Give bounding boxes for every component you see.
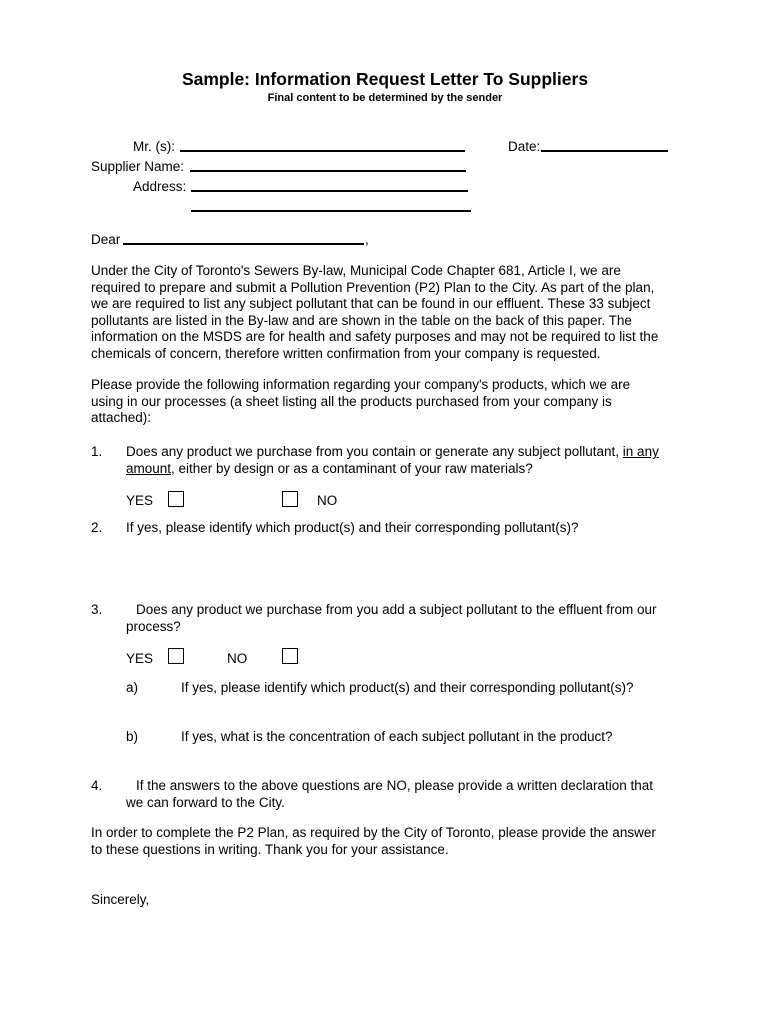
- page-subtitle: Final content to be determined by the sender: [267, 92, 503, 104]
- dear-comma: ,: [365, 232, 369, 247]
- question-3-line-2: process?: [126, 619, 181, 634]
- mr-label: Mr. (s):: [133, 139, 175, 154]
- question-1-line-1: [126, 443, 659, 460]
- intro-paragraph: [91, 263, 691, 362]
- question-3-yes-checkbox[interactable]: [168, 648, 184, 664]
- question-1-emphasis: in any: [622, 444, 659, 459]
- question-3a-label: a): [126, 680, 139, 695]
- closing-line: to these questions in writing. Thank you for your assistance.: [91, 841, 449, 857]
- closing-paragraph: [91, 825, 691, 858]
- intro-line: Under the City of Toronto's Sewers By-law, Municipal Code Chapter 681, Article I, we are: [91, 263, 621, 278]
- question-2-number: 2.: [91, 520, 103, 535]
- question-3-no-label: NO: [227, 651, 248, 666]
- intro-line: chemicals of concern, therefore written confirmation from your company is requested.: [91, 345, 601, 361]
- question-1-yes-label: YES: [126, 493, 154, 508]
- date-field-line[interactable]: [541, 150, 668, 152]
- question-1-line-2: [126, 460, 533, 477]
- request-line: attached):: [91, 410, 152, 425]
- address-field-line-1[interactable]: [191, 190, 468, 192]
- intro-line: we are required to list any subject pollutant that can be found in our effluent. These 33 subject: [91, 296, 651, 311]
- address-field-line-2[interactable]: [191, 210, 471, 212]
- supplier-name-field-line[interactable]: [190, 170, 466, 172]
- intro-line: pollutants are listed in the By-law and are shown in the table on the back of this paper. The: [91, 312, 632, 328]
- question-2-text: If yes, please identify which product(s) and their corresponding pollutant(s)?: [126, 520, 579, 535]
- question-4-line-2: we can forward to the City.: [126, 795, 285, 810]
- question-3-yes-label: YES: [126, 651, 154, 666]
- request-line: using in our processes (a sheet listing all the products purchased from your company is: [91, 393, 612, 409]
- question-1-no-label: NO: [317, 493, 338, 508]
- supplier-name-label: Supplier Name:: [91, 159, 185, 174]
- question-1-no-checkbox[interactable]: [282, 491, 298, 507]
- signoff: Sincerely,: [91, 892, 150, 907]
- date-label: Date:: [508, 139, 541, 154]
- question-1-number: 1.: [91, 444, 103, 459]
- question-1-text: Does any product we purchase from you contain or generate any subject pollutant,: [126, 444, 623, 459]
- intro-line: required to prepare and submit a Pollution Prevention (P2) Plan to the City. As part of the plan,: [91, 279, 655, 295]
- question-1-text-2: , either by design or as a contaminant of your raw materials?: [171, 461, 533, 476]
- address-label: Address:: [133, 179, 187, 194]
- question-3-no-checkbox[interactable]: [282, 648, 298, 664]
- question-3b-text: If yes, what is the concentration of each subject pollutant in the product?: [181, 729, 613, 744]
- request-paragraph: [91, 377, 691, 427]
- question-3-line-1: Does any product we purchase from you add a subject pollutant to the effluent from our: [136, 602, 657, 617]
- question-4-line-1: If the answers to the above questions are NO, please provide a written declaration that: [136, 778, 654, 793]
- dear-name-field-line[interactable]: [123, 243, 364, 245]
- intro-line: information on the MSDS are for health and safety purposes and may not be required to list the: [91, 329, 659, 344]
- question-3-number: 3.: [91, 602, 103, 617]
- question-3a-text: If yes, please identify which product(s) and their corresponding pollutant(s)?: [181, 680, 634, 695]
- page-title: Sample: Information Request Letter To Suppliers: [181, 69, 589, 89]
- question-3b-label: b): [126, 729, 139, 744]
- question-1-emphasis-2: amount: [126, 461, 172, 476]
- request-line: Please provide the following information regarding your company's products, which we are: [91, 377, 631, 392]
- closing-line: In order to complete the P2 Plan, as required by the City of Toronto, please provide the answer: [91, 825, 656, 840]
- mr-field-line[interactable]: [180, 150, 465, 152]
- question-4-number: 4.: [91, 778, 103, 793]
- dear-label: Dear: [91, 232, 121, 247]
- question-1-yes-checkbox[interactable]: [168, 491, 184, 507]
